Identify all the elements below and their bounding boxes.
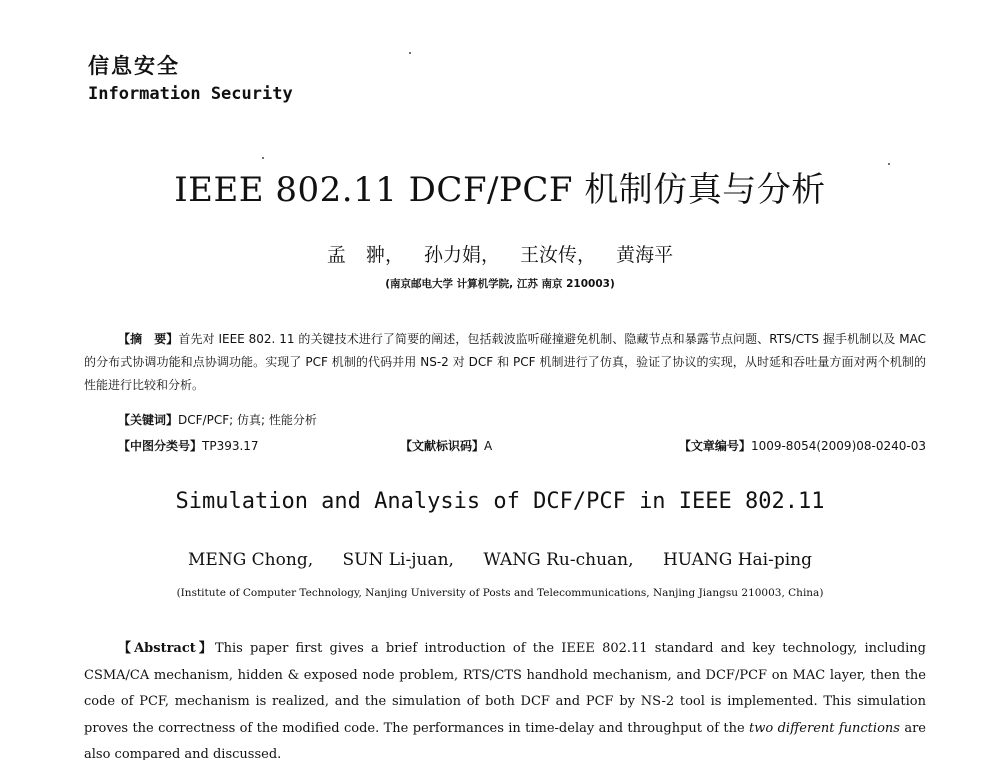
section-heading-en: Information Security <box>88 84 293 104</box>
paper-title-cn: IEEE 802.11 DCF/PCF 机制仿真与分析 <box>174 170 826 210</box>
authors-en <box>0 550 1000 570</box>
abstract-cn <box>84 328 926 397</box>
abstract-cn-label: 【摘 要】 <box>118 332 179 346</box>
paper-title-en: Simulation and Analysis of DCF/PCF in IEEE 802.11 <box>175 489 825 514</box>
article-number-label: 【文章编号】 <box>678 439 751 453</box>
document-code <box>400 437 492 454</box>
keywords-cn <box>118 411 317 428</box>
scan-speck <box>262 157 264 159</box>
author-en: WANG Ru-chuan, <box>483 550 634 570</box>
abstract-en <box>84 636 926 760</box>
abstract-cn-text: 首先对 IEEE 802. 11 的关键技术进行了简要的阐述，包括载波监听碰撞避免机制、隐藏节点和暴露节点问题、RTS/CTS 握手机制以及 MAC 的分布式协调功能和点协调功能。实现了 PCF 机制的代码并用 NS-2 对 DCF 和 PCF 机制进行了仿真，验证了协议的实现，从时延和吞吐量方面对两个机制的性能进行比较和分析。 <box>84 332 926 392</box>
author-en: SUN Li-juan, <box>342 550 454 570</box>
doc-code-label: 【文献标识码】 <box>400 439 485 453</box>
abstract-en-text: This paper first gives a brief introduction of the IEEE 802.11 standard and key technology, including CSMA/CA mechanism, hidden & exposed node problem, RTS/CTS handhold mechanism, and DCF/PCF on MAC layer, then the code of PCF, mechanism is realized, and the simulation of both DCF and PCF by NS-2 tool is implemented. This simulation proves the correctness of the modified code. The performances in time-delay and throughput of the <box>84 641 926 736</box>
section-heading-cn: 信息安全 <box>88 54 180 78</box>
keywords-cn-text: DCF/PCF; 仿真; 性能分析 <box>178 413 317 427</box>
author-en: HUANG Hai-ping <box>662 550 812 570</box>
affiliation-en: (Institute of Computer Technology, Nanjing University of Posts and Telecommunications, Nanjing Jiangsu 210003, China) <box>176 587 824 599</box>
authors-cn: 孟 翀， 孙力娟， 王汝传， 黄海平 <box>326 244 674 266</box>
article-number-value: 1009-8054(2009)08-0240-03 <box>750 439 926 453</box>
article-number <box>679 437 926 454</box>
abstract-en-label: 【Abstract】 <box>118 641 215 656</box>
abstract-en-tail: are also compared and discussed. <box>84 720 926 760</box>
scan-speck <box>409 52 411 54</box>
author-en: MENG Chong, <box>188 550 314 570</box>
keywords-cn-label: 【关键词】 <box>118 413 179 427</box>
abstract-en-italic: two different functions <box>749 720 900 736</box>
clc-number <box>118 437 259 454</box>
doc-code-value: A <box>484 439 493 453</box>
clc-label: 【中图分类号】 <box>118 439 203 453</box>
affiliation-cn: (南京邮电大学 计算机学院, 江苏 南京 210003) <box>385 278 615 290</box>
clc-value: TP393.17 <box>202 439 259 453</box>
